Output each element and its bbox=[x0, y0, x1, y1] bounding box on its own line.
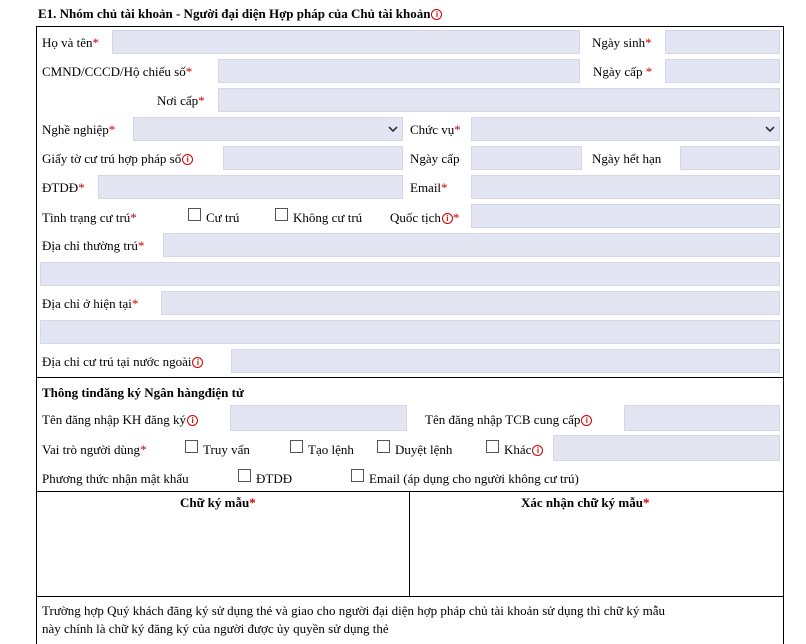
resident-checkbox[interactable] bbox=[188, 208, 201, 221]
current-address-input[interactable] bbox=[161, 291, 780, 315]
nationality-label: Quốc tịch i * bbox=[390, 210, 460, 225]
form-border-left bbox=[36, 26, 37, 644]
issue-place-label: Nơi cấp* bbox=[157, 93, 205, 108]
section-title: E1. Nhóm chủ tài khoản - Người đại diện Hợp pháp của Chủ tài khoản i bbox=[38, 6, 442, 21]
permanent-address-label: Địa chỉ thường trú* bbox=[42, 238, 145, 253]
occupation-label: Nghề nghiệp* bbox=[42, 122, 116, 137]
username-tcb-label: Tên đăng nhập TCB cung cấp i bbox=[425, 412, 592, 427]
pw-email-checkbox[interactable] bbox=[351, 469, 364, 482]
current-address-input-line2[interactable] bbox=[40, 320, 780, 344]
dob-label: Ngày sinh* bbox=[592, 35, 652, 50]
permanent-address-input-line2[interactable] bbox=[40, 262, 780, 286]
residence-doc-label: Giấy tờ cư trú hợp pháp số i bbox=[42, 151, 193, 166]
signature-sample-label: Chữ ký mẫu* bbox=[180, 495, 256, 510]
info-circle-icon[interactable]: i bbox=[187, 415, 198, 426]
signature-confirm-label: Xác nhận chữ ký mẫu* bbox=[521, 495, 650, 510]
role-create-label: Tạo lệnh bbox=[308, 442, 354, 457]
section-divider-signature bbox=[36, 491, 784, 492]
role-other-input[interactable] bbox=[553, 435, 780, 461]
mobile-input[interactable] bbox=[98, 175, 403, 199]
non-resident-label: Không cư trú bbox=[293, 210, 363, 225]
full-name-label: Họ và tên* bbox=[42, 35, 100, 50]
password-method-label: Phương thức nhận mật khẩu bbox=[42, 471, 189, 486]
info-circle-icon[interactable]: i bbox=[532, 445, 543, 456]
residence-doc-input[interactable] bbox=[223, 146, 403, 170]
resident-label: Cư trú bbox=[206, 210, 240, 225]
info-circle-icon[interactable]: i bbox=[581, 415, 592, 426]
role-create-checkbox[interactable] bbox=[290, 440, 303, 453]
pw-mobile-label: ĐTDĐ bbox=[256, 471, 293, 486]
role-other-label: Khác i bbox=[504, 442, 543, 457]
info-circle-icon[interactable]: i bbox=[442, 213, 453, 224]
section-divider-note bbox=[36, 596, 784, 597]
chevron-down-icon bbox=[764, 123, 776, 135]
residency-status-label: Tình trạng cư trú* bbox=[42, 210, 137, 225]
ebank-heading: Thông tinđăng ký Ngân hàngđiện tử bbox=[42, 385, 244, 400]
permanent-address-input[interactable] bbox=[163, 233, 780, 257]
mobile-label: ĐTDĐ* bbox=[42, 180, 85, 195]
position-label: Chức vụ* bbox=[410, 122, 461, 137]
role-view-checkbox[interactable] bbox=[185, 440, 198, 453]
role-other-checkbox[interactable] bbox=[486, 440, 499, 453]
email-input[interactable] bbox=[471, 175, 780, 199]
user-role-label: Vai trò người dùng* bbox=[42, 442, 147, 457]
role-approve-label: Duyệt lệnh bbox=[395, 442, 453, 457]
doc-issue-date-label: Ngày cấp bbox=[410, 151, 460, 166]
form-border-top bbox=[36, 26, 784, 27]
doc-issue-date-input[interactable] bbox=[471, 146, 582, 170]
email-label: Email* bbox=[410, 180, 448, 195]
chevron-down-icon bbox=[387, 123, 399, 135]
signature-column-divider bbox=[409, 491, 410, 596]
id-number-label: CMND/CCCD/Hộ chiếu số* bbox=[42, 64, 193, 79]
username-kh-input[interactable] bbox=[230, 405, 407, 431]
role-approve-checkbox[interactable] bbox=[377, 440, 390, 453]
overseas-address-input[interactable] bbox=[231, 349, 780, 373]
form-border-right bbox=[783, 26, 784, 644]
issue-date-label: Ngày cấp * bbox=[593, 64, 653, 79]
info-circle-icon[interactable]: i bbox=[182, 154, 193, 165]
section-divider-ebank bbox=[36, 377, 784, 378]
info-circle-icon[interactable]: i bbox=[431, 9, 442, 20]
doc-expiry-input[interactable] bbox=[680, 146, 780, 170]
current-address-label: Địa chỉ ở hiện tại* bbox=[42, 296, 139, 311]
position-select[interactable] bbox=[471, 117, 780, 141]
overseas-address-label: Địa chỉ cư trú tại nước ngoài i bbox=[42, 354, 203, 369]
info-circle-icon[interactable]: i bbox=[192, 357, 203, 368]
occupation-select[interactable] bbox=[133, 117, 403, 141]
full-name-input[interactable] bbox=[112, 30, 580, 54]
pw-mobile-checkbox[interactable] bbox=[238, 469, 251, 482]
dob-input[interactable] bbox=[665, 30, 780, 54]
issue-date-input[interactable] bbox=[665, 59, 780, 83]
username-tcb-input[interactable] bbox=[624, 405, 780, 431]
pw-email-label: Email (áp dụng cho người không cư trú) bbox=[369, 471, 579, 486]
id-number-input[interactable] bbox=[218, 59, 580, 83]
role-view-label: Truy vấn bbox=[203, 442, 250, 457]
non-resident-checkbox[interactable] bbox=[275, 208, 288, 221]
note-line-1: Trường hợp Quý khách đăng ký sử dụng thẻ và giao cho người đại diện hợp pháp chủ tài khoản sử dụng thì chữ ký mẫu bbox=[42, 603, 665, 618]
issue-place-input[interactable] bbox=[218, 88, 780, 112]
username-kh-label: Tên đăng nhập KH đăng ký i bbox=[42, 412, 198, 427]
nationality-input[interactable] bbox=[471, 204, 780, 228]
doc-expiry-label: Ngày hết hạn bbox=[592, 151, 662, 166]
note-line-2: này chính là chữ ký đăng ký của người được ủy quyền sử dụng thẻ bbox=[42, 621, 389, 636]
